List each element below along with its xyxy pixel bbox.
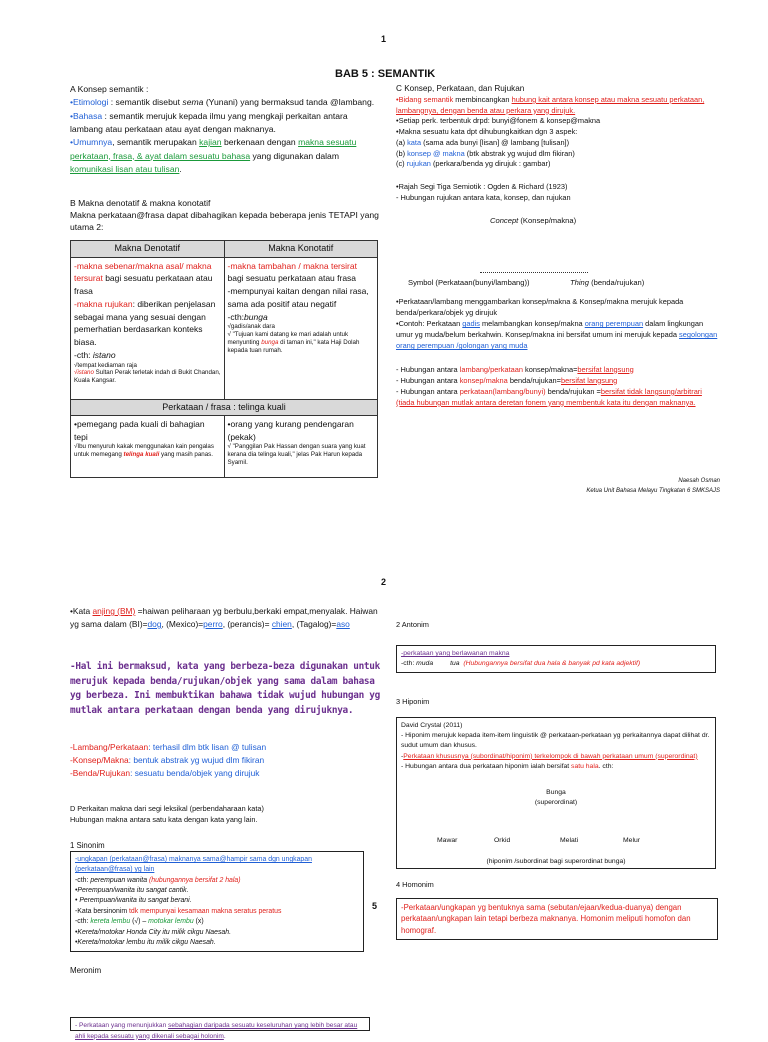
antonim-heading: 2 Antonim	[396, 620, 429, 629]
triangle-base-line	[480, 272, 588, 273]
col-denotatif: Makna Denotatif	[71, 241, 225, 258]
section-d: D Perkaitan makna dari segi leksikal (perbendaharaan kata) Hubungan makna antara satu kata dengan kata yang lain.	[70, 804, 264, 825]
page-number-1: 1	[381, 34, 387, 44]
lambang-list: -Lambang/Perkataan: terhasil dlm btk lisan @ tulisan -Konsep/Makna: bentuk abstrak yg wujud dlm fikiran -Benda/Rujukan: sesuatu benda/objek yang dirujuk	[70, 742, 267, 779]
antonim-box: -perkataan yang berlawanan makna -cth: muda tua (Hubungannya bersifat dua hala & banyak pd kata adjektif)	[396, 645, 716, 673]
page-title: BAB 5 : SEMANTIK	[335, 68, 436, 80]
meronim-box: - Perkataan yang menunjukkan sebahagian daripada sesuatu keseluruhan yang lebih besar atau ahli kepada sesuatu yang dikenali sebagai holonim.	[70, 1017, 370, 1031]
hiponim-melati: Melati	[560, 837, 579, 844]
bunga-label: Bunga	[546, 789, 566, 796]
sinonim-heading: 1 Sinonim	[70, 841, 105, 850]
homonim-box: -Perkataan/ungkapan yg bentuknya sama (sebutan/ejaan/kedua-duanya) dengan perkataan/ungkapan lain tetapi berbeza maknanya. Homonim meliputi homofon dan homograf.	[396, 898, 718, 940]
section-c: C Konsep, Perkataan, dan Rujukan •Bidang semantik membincangkan hubung kait antara konsep atau makna sesuatu perkataan, lambangnya, dengan benda atau perkara yang dirujuk. •Setiap perk. terbentuk drpd: bunyi@fonem & konsep@makna •Makna sesuatu kata dpt dihubungkaitkan dgn 3 aspek: (a) kata (sama ada bunyi [lisan] @ lambang [tulisan]) (b) konsep @ makna (btk abstrak yg wujud dlm fikiran) (c) rujukan (perkara/benda yg dirujuk : gambar) •Rajah Segi Tiga Semiotik : Ogden & Richard (1923) - Hubungan rujukan antara kata, konsep, dan rujukan	[396, 83, 714, 204]
section-a	[70, 83, 380, 176]
page-number-5: 5	[372, 901, 378, 911]
section-a-heading: A Konsep semantik :	[70, 84, 149, 94]
section-b-heading: B Makna denotatif & makna konotatif	[70, 198, 211, 208]
etimologi-item: •Etimologi : semantik disebut sema (Yunani) yang bermaksud tanda @lambang.	[70, 97, 375, 108]
cell-denotatif: -makna sebenar/makna asal/ makna tersurat bagi sesuatu perkataan atau frasa -makna rujukan: diberikan penjelasan sebagai mana yang sesuai dengan pemerhatian berdasarkan konteks biasa. -cth: istano √tempat kediaman raja √istano Sultan Perak terletak indah di Bukit Chandan, Kuala Kangsar.	[71, 257, 225, 399]
purple-paragraph: -Hal ini bermaksud, kata yang berbeza-beza digunakan untuk merujuk kepada benda/rujukan/objek yang sama dalam bahasa yg berbeza. Ini membuktikan bahawa tidak wujud hubungan yg mutlak antara perkataan dengan benda yang dirujuknya.	[70, 661, 380, 716]
bahasa-item: •Bahasa : semantik merujuk kepada ilmu yang mengkaji perkaitan antara lambang atau perkataan atau ayat dengan maknanya.	[70, 110, 348, 134]
section-c-heading: C Konsep, Perkataan, dan Rujukan	[396, 84, 525, 93]
cell-tk2: •orang yang kurang pendengaran (pekak) √ "Panggilan Pak Hassan dengan suara yang kuat kerana dia telinga kuali," jelas Pak Harun kepada Syamil.	[224, 416, 378, 478]
page-number-2: 2	[381, 577, 387, 587]
hiponim-caption: (hiponim /subordinat bagi superordinat bunga)	[486, 858, 626, 865]
cell-tk1: •pemegang pada kuali di bahagian tepi √Ibu menyuruh kakak menggunakan kain pengalas untuk memegang telinga kuali yang masih panas.	[71, 416, 225, 478]
hiponim-box: David Crystal (2011) - Hiponim merujuk kepada item-item linguistik @ perkataan-perkataan yg perkaitannya dapat dilihat dr. sudut umum dan khusus. -Perkataan khususnya (subordinat/hiponim) terkelompok di bawah perkataan umum (superordinat) - Hubungan antara dua perkataan hiponim ialah bersifat satu hala. cth: Bunga (superordinat) Mawar Orkid Melati Melur (hiponim /subordinat bagi superordinat bunga)	[396, 717, 716, 869]
col-konotatif: Makna Konotatif	[224, 241, 378, 258]
umumnya-label: Umumnya	[73, 137, 113, 148]
telinga-kuali-header: Perkataan / frasa : telinga kuali	[71, 399, 378, 416]
hiponim-melur: Melur	[623, 837, 640, 844]
concept-label: Concept (Konsep/makna)	[490, 216, 577, 225]
sinonim-box: -ungkapan (perkataan@frasa) maknanya sama@hampir sama dgn ungkapan (perkataan@frasa) yg lain -cth: perempuan wanita (hubungannya bersifat 2 hala) •Perempuan/wanita itu sangat cantik. • Perempuan/wanita itu sangat berani. -Kata bersinonim tdk mempunyai kesamaan makna seratus peratus -cth: kereta lembu (√) – motokar lembu (x) •Kereta/motokar Honda City itu milik cikgu Naesah. •Kereta/motokar lembu itu milik cikgu Naesah.	[70, 851, 364, 952]
thing-label: Thing (benda/rujukan)	[570, 278, 645, 287]
etimologi-label: Etimologi	[73, 97, 109, 108]
homonim-heading: 4 Homonim	[396, 880, 434, 889]
section-b-intro: Makna perkataan@frasa dapat dibahagikan kepada beberapa jenis TETAPI yang utama 2:	[70, 210, 379, 233]
makna-table	[70, 240, 378, 478]
anjing-block: •Kata anjing (BM) =haiwan peliharaan yg berbulu,berkaki empat,menyalak. Haiwan yg sama dalam (BI)=dog, (Mexico)=perro, (perancis)= chien, (Tagalog)=aso	[70, 606, 378, 630]
hiponim-orkid: Orkid	[494, 837, 511, 844]
author-block: Naesah Osman Ketua Unit Bahasa Melayu Tingkatan 6 SMKSAJS	[586, 478, 720, 495]
hiponim-heading: 3 Hiponim	[396, 697, 430, 706]
symbol-label: Symbol (Perkataan(bunyi/lambang))	[408, 278, 530, 287]
superordinat-label: (superordinat)	[534, 799, 578, 806]
meronim-heading: Meronim	[70, 966, 102, 975]
hiponim-mawar: Mawar	[437, 837, 458, 844]
section-b	[70, 197, 380, 233]
section-c-examples: •Perkataan/lambang menggambarkan konsep/makna & Konsep/makna merujuk kepada benda/perkara/objek yg dirujuk •Contoh: Perkataan gadis melambangkan konsep/makna orang perempuan dalam lingkungan umur yg muda/belum berkahwin. Konsep/makna ini bersifat umum ini merujuk kepada segolongan orang perempuan /golongan yang muda - Hubungan antara lambang/perkataan konsep/makna=bersifat langsung - Hubungan antara konsep/makna benda/rujukan=bersifat langsung - Hubungan antara perkataan(lambang/bunyi) benda/rujukan =bersifat tidak langsung/arbitrari (tiada hubungan mutlak antara deretan fonem yang membentuk kata itu dengan maknanya.	[396, 297, 718, 407]
umumnya-item: •Umumnya, semantik merupakan kajian berkenaan dengan makna sesuatu perkataan, frasa, & ayat dalam sesuatu bahasa yang digunakan dalam komunikasi lisan atau tulisan.	[70, 137, 357, 174]
cell-konotatif: -makna tambahan / makna tersirat bagi sesuatu perkataan atau frasa -mempunyai kaitan dengan nilai rasa, sama ada positif atau negatif -cth:bunga √gadis/anak dara √ "Tujuan kami datang ke mari adalah untuk menyunting bunga di taman ini," kata Haji Dolah kepada tuan rumah.	[224, 257, 378, 399]
bahasa-label: Bahasa	[73, 110, 103, 121]
